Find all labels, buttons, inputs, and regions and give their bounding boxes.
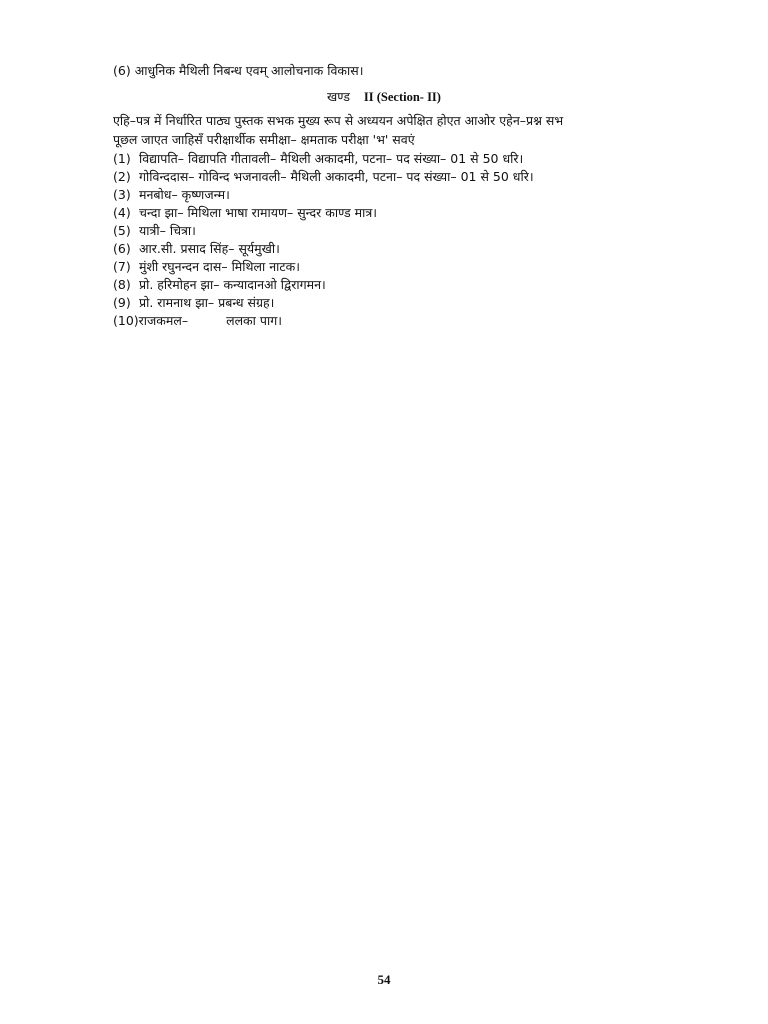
section-heading-hindi: खण्ड xyxy=(327,89,350,104)
list-item-text: प्रो. रामनाथ झा– प्रबन्ध संग्रह। xyxy=(138,295,275,310)
list-item-text: मुंशी रघुनन्दन दास– मिथिला नाटक। xyxy=(138,259,301,274)
list-item xyxy=(113,204,377,221)
list-item-number: (3) xyxy=(113,187,131,202)
list-item-text: यात्री– चित्रा। xyxy=(138,223,196,238)
intro-line-2: पूछल जाएत जाहिसँ परीक्षार्थीक समीक्षा– क्षमताक परीक्षा 'भ' सवएं xyxy=(113,132,415,147)
list-item-text: चन्दा झा– मिथिला भाषा रामायण– सुन्दर काण्ड मात्र। xyxy=(138,205,378,220)
list-item xyxy=(113,258,300,275)
section-heading-english: II (Section- II) xyxy=(363,90,441,104)
list-item xyxy=(113,150,523,167)
page-number: 54 xyxy=(377,972,391,987)
list-item-number: (10) xyxy=(113,313,139,328)
list-item-number: (4) xyxy=(113,205,131,220)
top-item-number: (6) xyxy=(113,63,131,78)
list-item xyxy=(113,186,230,203)
list-item-text: मनबोध– कृष्णजन्म। xyxy=(138,187,230,202)
top-item xyxy=(113,62,363,79)
list-item xyxy=(113,168,534,185)
section-heading xyxy=(0,88,768,106)
list-item-text-continued: ललका पाग। xyxy=(226,313,282,328)
list-item-number: (9) xyxy=(113,295,131,310)
list-item-number: (6) xyxy=(113,241,131,256)
list-item xyxy=(113,276,326,293)
list-item-number: (1) xyxy=(113,151,131,166)
list-item-number: (8) xyxy=(113,277,131,292)
list-item xyxy=(113,312,282,329)
list-item-text: आर.सी. प्रसाद सिंह– सूर्यमुखी। xyxy=(138,241,280,256)
list-item xyxy=(113,240,280,257)
top-item-text: आधुनिक मैथिली निबन्ध एवम् आलोचनाक विकास। xyxy=(134,63,364,78)
intro-line-1: एहि–पत्र में निर्धारित पाठ्य पुस्तक सभक मुख्य रूप से अध्ययन अपेक्षित होएत आओर एहेन–प्रश्न सभ xyxy=(113,113,564,128)
list-item-number: (5) xyxy=(113,223,131,238)
list-item-number: (7) xyxy=(113,259,131,274)
list-item-number: (2) xyxy=(113,169,131,184)
list-item xyxy=(113,222,196,239)
list-item-text: गोविन्ददास– गोविन्द भजनावली– मैथिली अकादमी, पटना– पद संख्या– 01 से 50 धरि। xyxy=(138,169,534,184)
list-item xyxy=(113,294,274,311)
list-item-text: प्रो. हरिमोहन झा– कन्यादानओ द्विरागमन। xyxy=(138,277,326,292)
list-item-text: राजकमल– xyxy=(138,313,189,328)
list-item-text: विद्यापति– विद्यापति गीतावली– मैथिली अकादमी, पटना– पद संख्या– 01 से 50 धरि। xyxy=(138,151,524,166)
